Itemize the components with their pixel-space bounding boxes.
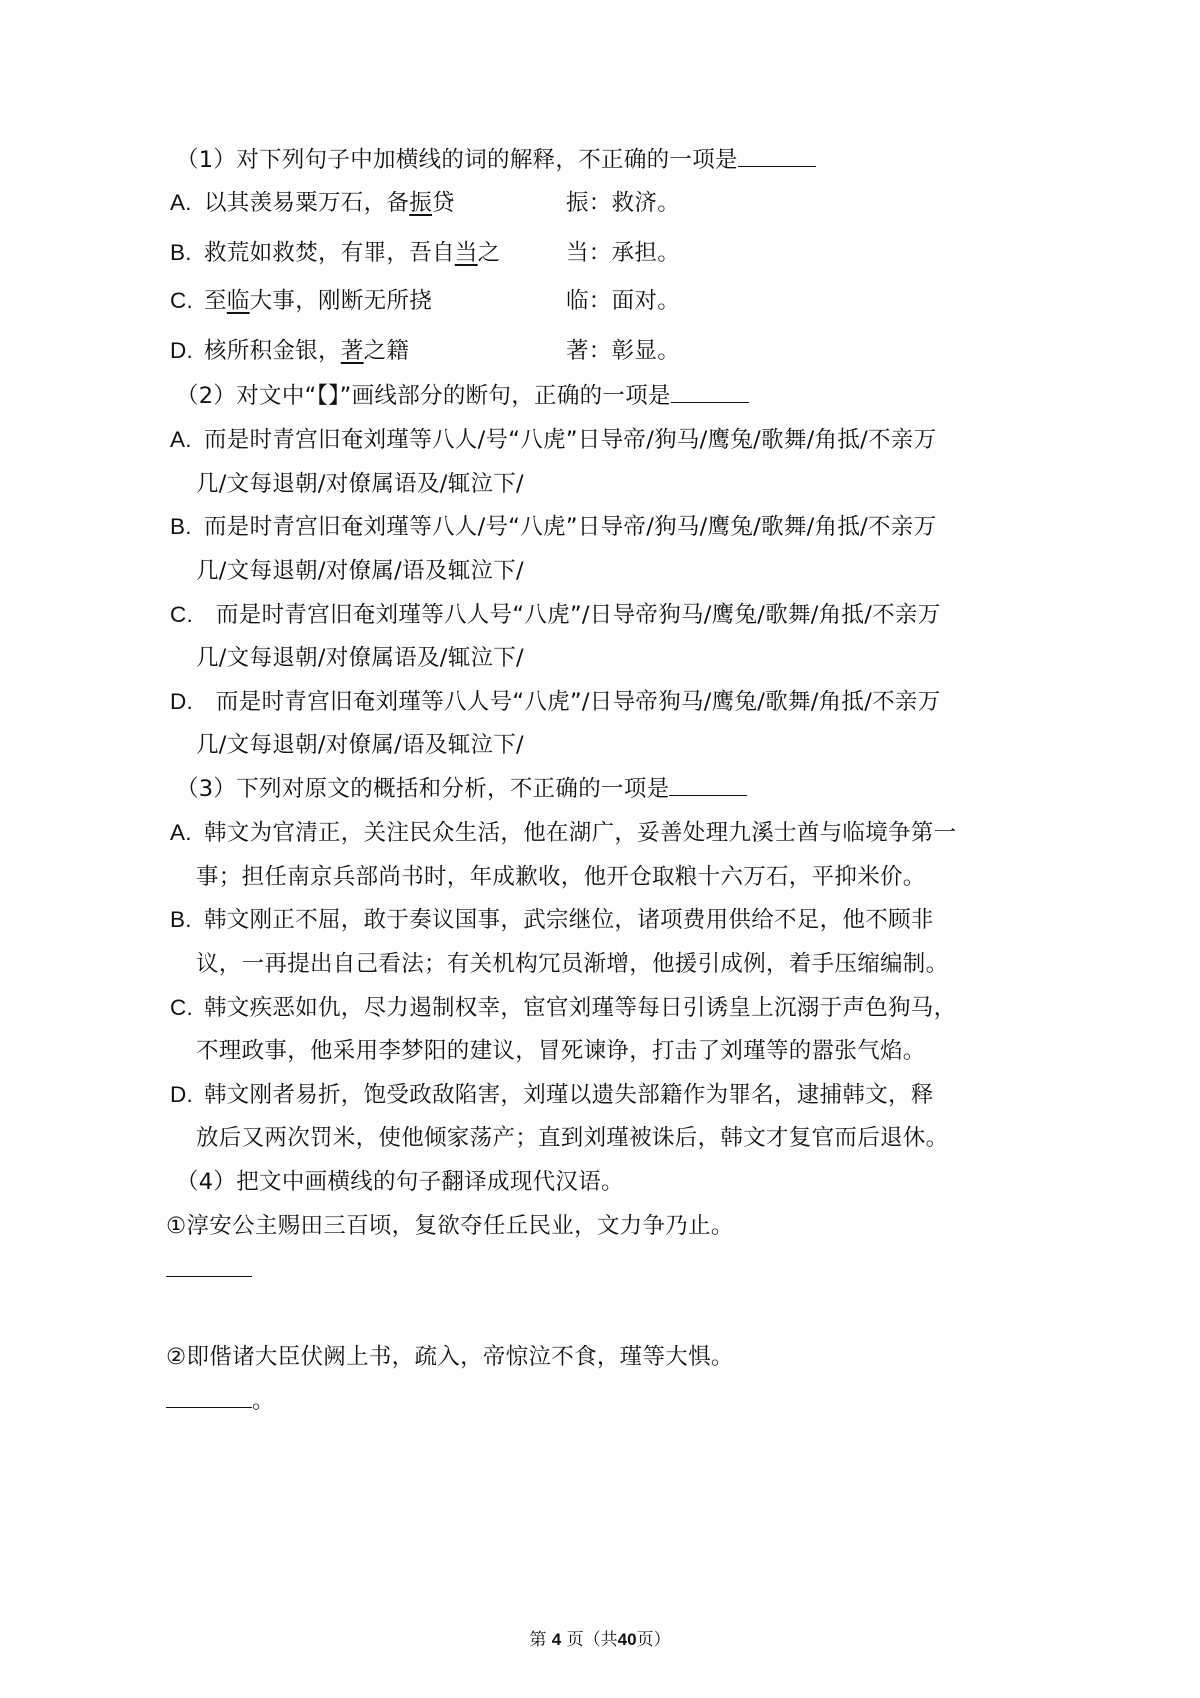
option-text-post: 之 <box>477 240 501 266</box>
q2-stem-text: （2）对文中“【】”画线部分的断句，正确的一项是 <box>176 383 671 409</box>
q2-option-c-cont <box>196 643 524 673</box>
option-line2: 几/文每退朝/对僚属/语及辄泣下/ <box>196 732 524 758</box>
answer-blank <box>671 382 749 403</box>
q4-sentence-1 <box>166 1211 734 1241</box>
option-label: B. <box>170 514 192 539</box>
option-label: C. <box>170 995 194 1020</box>
q3-option-d <box>170 1080 934 1110</box>
option-label: A. <box>170 190 192 215</box>
q1-option-d <box>170 336 409 366</box>
option-line1: 而是时青宫旧奄刘瑾等八人/号“八虎”日导帝/狗马/鹰兔/歌舞/角抵/不亲万 <box>204 427 937 453</box>
q2-option-a <box>170 425 936 455</box>
underlined-word: 当 <box>454 240 478 266</box>
q2-option-b <box>170 512 936 542</box>
q1-gloss-c <box>566 286 680 316</box>
gloss-text: 临：面对。 <box>566 288 681 314</box>
total-pages: 40 <box>617 1630 637 1649</box>
q4-answer-2 <box>166 1386 275 1416</box>
underlined-word: 振 <box>409 190 433 216</box>
q3-option-b <box>170 905 934 935</box>
q3-stem-text: （3）下列对原文的概括和分析，不正确的一项是 <box>176 776 670 802</box>
option-label: D. <box>170 1082 194 1107</box>
option-line1: 而是时青宫旧奄刘瑾等八人/号“八虎”日导帝/狗马/鹰兔/歌舞/角抵/不亲万 <box>204 514 937 540</box>
q1-gloss-d <box>566 336 680 366</box>
q1-option-c <box>170 286 432 316</box>
underlined-word: 临 <box>226 288 250 314</box>
page-footer <box>0 1629 1200 1651</box>
footer-mid: 页（共 <box>566 1630 618 1650</box>
q3-stem <box>176 774 747 804</box>
sentence-text: ②即偕诸大臣伏阙上书，疏入，帝惊泣不食，瑾等大惧。 <box>166 1344 734 1370</box>
q4-answer-1 <box>166 1255 252 1285</box>
option-label: A. <box>170 427 192 452</box>
option-label: B. <box>170 240 192 265</box>
q2-option-b-cont <box>196 556 524 586</box>
option-text-pre: 至 <box>204 288 227 314</box>
option-label: D. <box>170 338 194 363</box>
answer-blank <box>166 1256 252 1277</box>
option-line2: 不理政事，他采用李梦阳的建议，冒死谏诤，打击了刘瑾等的嚣张气焰。 <box>196 1038 926 1064</box>
q3-option-c <box>170 993 956 1023</box>
option-line2: 几/文每退朝/对僚属语及/辄泣下/ <box>196 471 524 497</box>
option-line2: 放后又两次罚米，使他倾家荡产；直到刘瑾被诛后，韩文才复官而后退休。 <box>196 1125 949 1151</box>
q1-stem-text: （1）对下列句子中加横线的词的解释，不正确的一项是 <box>176 147 738 173</box>
option-label: A. <box>170 820 192 845</box>
q3-option-b-cont <box>196 949 948 979</box>
option-line1: 韩文为官清正，关注民众生活，他在湖广，妥善处理九溪士酋与临境争第一 <box>204 820 957 846</box>
option-label: B. <box>170 907 192 932</box>
end-mark: 。 <box>252 1388 275 1414</box>
option-text-pre: 救荒如救焚，有罪，吾自 <box>204 240 455 266</box>
page-number: 4 <box>551 1630 562 1649</box>
q2-stem <box>176 381 749 411</box>
option-line2: 事；担任南京兵部尚书时，年成歉收，他开仓取粮十六万石，平抑米价。 <box>196 864 926 890</box>
q3-option-d-cont <box>196 1123 948 1153</box>
option-line1: 而是时青宫旧奄刘瑾等八人号“八虎”/日导帝狗马/鹰兔/歌舞/角抵/不亲万 <box>216 689 941 715</box>
q3-option-a <box>170 818 956 848</box>
q1-gloss-a <box>566 188 680 218</box>
answer-blank <box>166 1387 252 1408</box>
q2-option-a-cont <box>196 469 524 499</box>
q3-option-a-cont <box>196 862 926 892</box>
option-text-post: 大事，刚断无所挠 <box>249 288 433 314</box>
q1-stem <box>176 145 816 175</box>
answer-blank <box>669 775 747 796</box>
option-text-post: 贷 <box>432 190 455 216</box>
option-label: C. <box>170 602 194 627</box>
option-line2: 几/文每退朝/对僚属/语及辄泣下/ <box>196 558 524 584</box>
option-text-post: 之籍 <box>363 338 410 364</box>
q4-stem-text: （4）把文中画横线的句子翻译成现代汉语。 <box>176 1169 624 1195</box>
option-text-pre: 以其羡易粟万石，备 <box>204 190 410 216</box>
q3-option-c-cont <box>196 1036 926 1066</box>
q4-sentence-2 <box>166 1342 734 1372</box>
q2-option-d <box>170 687 941 717</box>
underlined-word: 著 <box>340 338 364 364</box>
answer-blank <box>738 146 816 167</box>
option-label: C. <box>170 288 194 313</box>
option-line1: 而是时青宫旧奄刘瑾等八人号“八虎”/日导帝狗马/鹰兔/歌舞/角抵/不亲万 <box>216 602 941 628</box>
gloss-text: 著：彰显。 <box>566 338 681 364</box>
q2-option-d-cont <box>196 730 524 760</box>
option-line1: 韩文刚正不屈，敢于奏议国事，武宗继位，诸项费用供给不足，他不顾非 <box>204 907 934 933</box>
footer-post: 页） <box>636 1630 671 1650</box>
option-line1: 韩文刚者易折，饱受政敌陷害，刘瑾以遗失部籍作为罪名，逮捕韩文，释 <box>204 1082 934 1108</box>
sentence-text: ①淳安公主赐田三百顷，复欲夺任丘民业，文力争乃止。 <box>166 1213 734 1239</box>
option-line2: 几/文每退朝/对僚属语及/辄泣下/ <box>196 645 524 671</box>
q1-option-a <box>170 188 455 218</box>
footer-pre: 第 <box>529 1630 547 1650</box>
q1-option-b <box>170 238 500 268</box>
q1-gloss-b <box>566 238 680 268</box>
gloss-text: 振：救济。 <box>566 190 681 216</box>
option-label: D. <box>170 689 194 714</box>
option-text-pre: 核所积金银， <box>204 338 341 364</box>
option-line1: 韩文疾恶如仇，尽力遏制权幸，宦官刘瑾等每日引诱皇上沉溺于声色狗马， <box>204 995 957 1021</box>
q4-stem <box>176 1167 624 1197</box>
option-line2: 议，一再提出自己看法；有关机构冗员渐增，他援引成例，着手压缩编制。 <box>196 951 949 977</box>
q2-option-c <box>170 600 941 630</box>
gloss-text: 当：承担。 <box>566 240 681 266</box>
